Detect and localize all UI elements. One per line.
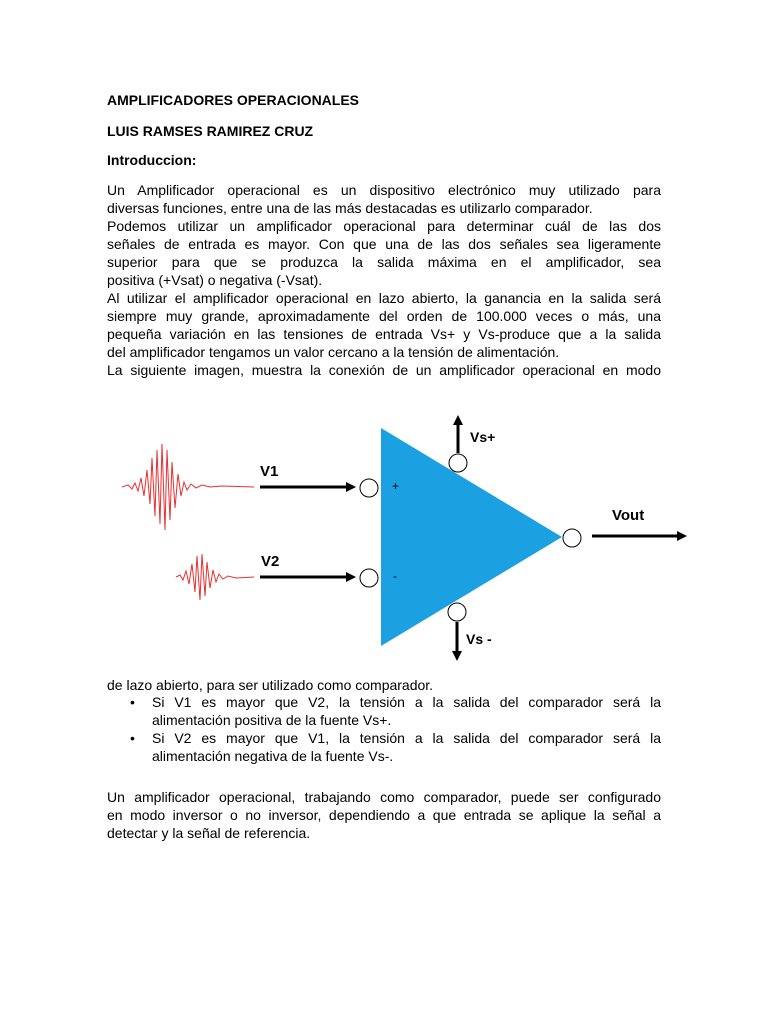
section-heading: Introduccion:: [107, 152, 197, 168]
document-title: AMPLIFICADORES OPERACIONALES: [107, 92, 360, 108]
vout-arrowhead: [677, 531, 687, 541]
closing-line: Un amplificador operacional, trabajando como comparador, puede ser configurado: [107, 789, 661, 805]
bullet-line: alimentación positiva de la fuente Vs+.: [152, 712, 392, 728]
intro-line: superior para que se produzca la salida máxima en el amplificador, sea: [107, 254, 661, 270]
vs-minus-arrowhead: [452, 651, 462, 661]
v1-terminal: [360, 479, 378, 497]
intro-line: del amplificador tengamos un valor cercano a la tensión de alimentación.: [107, 344, 560, 360]
v2-terminal: [360, 569, 378, 587]
v1-arrowhead: [346, 482, 356, 492]
intro-line: pequeña variación en las tensiones de entrada Vs+ y Vs-produce que a la salida: [107, 326, 661, 342]
continuation-line: de lazo abierto, para ser utilizado como comparador.: [107, 677, 434, 693]
after-diagram-text: [107, 676, 661, 694]
bullet-dot: •: [130, 730, 135, 746]
closing-line: detectar y la señal de referencia.: [107, 825, 311, 841]
bullet-line: alimentación negativa de la fuente Vs-.: [152, 748, 394, 764]
v2-label: V2: [261, 553, 280, 570]
bullet-line: Si V2 es mayor que V1, la tensión a la salida del comparador será la: [152, 730, 661, 746]
bullet-dot: •: [130, 694, 135, 710]
op-amp-triangle: [381, 428, 562, 646]
intro-line: La siguiente imagen, muestra la conexión de un amplificador operacional en modo: [107, 362, 661, 378]
intro-line: señales de entrada es mayor. Con que una de las dos señales sea ligeramente: [107, 236, 661, 252]
intro-line: positiva (+Vsat) o negativa (-Vsat).: [107, 272, 323, 288]
intro-line: diversas funciones, entre una de las más destacadas es utilizarlo comparador.: [107, 200, 593, 216]
vs-minus-terminal: [448, 603, 466, 621]
vs-plus-label: Vs+: [470, 429, 496, 445]
intro-line: Un Amplificador operacional es un dispositivo electrónico muy utilizado para: [107, 182, 661, 198]
plus-label: +: [392, 479, 400, 493]
intro-line: Podemos utilizar un amplificador operacional para determinar cuál de las dos: [107, 218, 661, 234]
v1-label: V1: [260, 463, 279, 480]
intro-paragraph: [107, 181, 661, 379]
v1-signal-wave: [122, 444, 254, 530]
vout-terminal: [563, 529, 581, 547]
intro-line: siempre muy grande, aproximadamente del orden de 100.000 veces o más, una: [107, 308, 661, 324]
list-item: [107, 729, 661, 765]
vs-plus-arrowhead: [453, 415, 463, 425]
bullet-list: [107, 693, 661, 765]
op-amp-comparator-diagram: [0, 390, 768, 670]
v2-signal-wave: [176, 554, 254, 600]
author-name: LUIS RAMSES RAMIREZ CRUZ: [107, 123, 314, 139]
closing-line: en modo inversor o no inversor, dependiendo a que entrada se aplique la señal a: [107, 807, 661, 823]
bullet-line: Si V1 es mayor que V2, la tensión a la salida del comparador será la: [152, 694, 661, 710]
intro-line: Al utilizar el amplificador operacional en lazo abierto, la ganancia en la salida será: [107, 290, 661, 306]
vs-minus-label: Vs -: [466, 631, 492, 647]
vout-label: Vout: [612, 507, 645, 524]
minus-label: -: [393, 569, 397, 583]
v2-arrowhead: [346, 572, 356, 582]
list-item: [107, 693, 661, 729]
vs-plus-terminal: [449, 454, 467, 472]
closing-paragraph: [107, 788, 661, 842]
